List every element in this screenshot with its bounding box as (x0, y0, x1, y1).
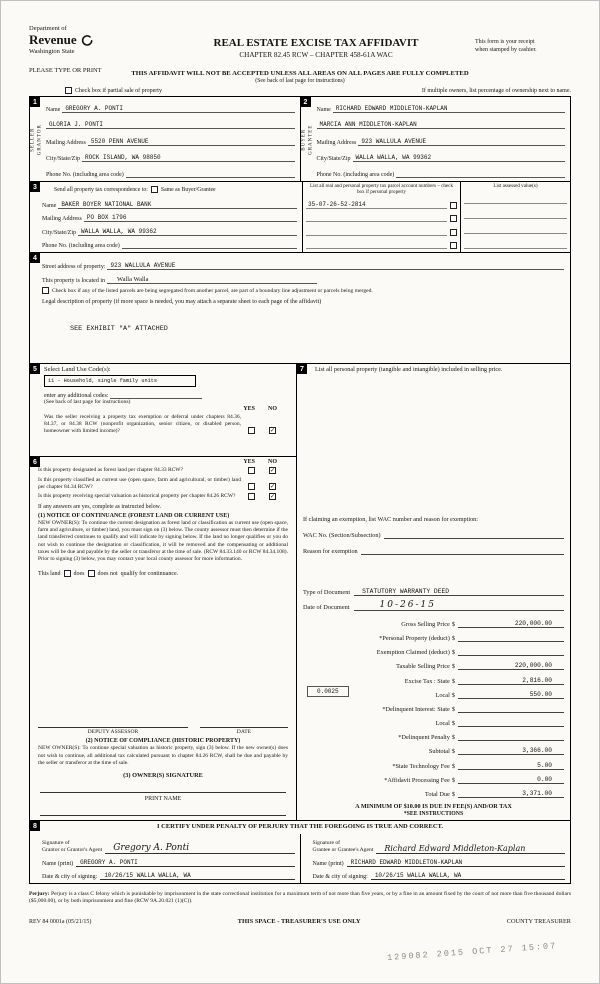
current-use-no-checkbox[interactable]: ✓ (270, 483, 276, 490)
historic-yes-checkbox[interactable] (248, 493, 255, 500)
grantor-name-print-value: GREGORY A. PONTI (76, 859, 294, 867)
grantee-date-city-label: Date & city of signing: (312, 874, 368, 880)
grantee-sig-of-label: Signature of (312, 840, 340, 847)
grantee-date-city-value: 10/26/15 WALLA WALLA, WA (371, 872, 565, 880)
forest-yes-checkbox[interactable] (248, 467, 255, 474)
land-does-qualify-checkbox[interactable] (64, 570, 71, 577)
buyer-grantee-side-label: BUYER GRANTEE (300, 124, 313, 155)
local-rate-box: 0.0025 (307, 686, 349, 697)
corr-csz-value: WALLA WALLA, WA 99362 (78, 228, 297, 236)
grantee-agent-label: Grantee or Grantee's Agent (312, 847, 374, 854)
total-due-row: Total Due $ 3,371.00 (303, 784, 564, 798)
cashier-stamp: 129082 2015 OCT 27 15:07 (386, 941, 558, 963)
personal-property-blank (303, 374, 564, 515)
buyer-phone-label: Phone No. (including area code) (316, 172, 395, 178)
no-header-2: NO (268, 459, 277, 465)
form-header (29, 25, 571, 59)
if-yes-note: If any answers are yes, complete as instructed below. (38, 503, 161, 510)
section-4-badge: 4 (30, 253, 40, 263)
notice-continuance-title: (1) NOTICE OF CONTINUANCE (FOREST LAND OR CURRENT USE) (38, 512, 230, 519)
excise-tax-local-row: 0.0025 Local $ 550.00 (303, 685, 564, 699)
corr-mailing-value: PO BOX 1796 (84, 214, 297, 222)
seller-phone-value (126, 177, 295, 178)
section-3-badge: 3 (30, 182, 40, 192)
parcel-personal-checkbox-4[interactable] (450, 242, 457, 249)
grantee-signature: Richard Edward Middleton-Kaplan (376, 844, 565, 854)
grantor-signature-block (30, 834, 300, 883)
yes-header-2: YES (243, 459, 255, 465)
completion-warning: THIS AFFIDAVIT WILL NOT BE ACCEPTED UNLESS ALL AREAS ON ALL PAGES ARE FULLY COMPLETED (131, 70, 469, 77)
same-as-buyer-label: Same as Buyer/Grantee (160, 186, 216, 193)
logo-dept-text: Department of (29, 25, 67, 32)
exemption-label: If claiming an exemption, list WAC number and reason for exemption: (303, 515, 478, 523)
section-2-badge: 2 (301, 97, 311, 107)
segregated-label: Check box if any of the listed parcels are being segregated from another parcel, are part of a boundary line adjustment or parcels being merged. (52, 287, 373, 294)
corr-phone-value (122, 248, 297, 249)
gross-selling-price-row: Gross Selling Price $ 220,000.00 (303, 614, 564, 628)
grantor-name-print-label: Name (print) (42, 861, 74, 867)
parcel-number-1: 35-07-26-52-2814 (306, 201, 447, 209)
seller-section (29, 96, 301, 182)
perjury-text: Perjury is a class C felony which is punishable by imprisonment in the state correctional institution for a maximum term of not more than five years, or by a fine in an amount fixed by the court of not more than five thousand dollars ($5,000.00), or by both imprisonment and fine (RCW 9A.20.021 (1)(C)). (29, 891, 571, 905)
historic-no-checkbox[interactable]: ✓ (270, 493, 276, 500)
revenue-swirl-icon (80, 34, 93, 47)
property-section (29, 252, 571, 364)
grantee-name-print-value: RICHARD EDWARD MIDDLETON-KAPLAN (347, 859, 565, 867)
land-use-see-back: (See back of last page for instructions) (44, 399, 131, 405)
grantor-agent-label: Grantor or Grantor's Agent (42, 847, 103, 854)
grantee-signature-block (300, 834, 571, 883)
see-back-note: (See back of last page for instructions) (255, 78, 345, 84)
personal-property-deduct-row: *Personal Property (deduct) $ (303, 628, 564, 642)
grantor-date-city-value: 10/26/15 WALLA WALLA, WA (100, 872, 294, 880)
legal-description-value: SEE EXHIBIT "A" ATTACHED (70, 325, 168, 333)
this-land-label: This land (38, 570, 61, 577)
doc-date-label: Date of Document (303, 603, 350, 611)
land-does-not-qualify-checkbox[interactable] (88, 570, 95, 577)
segregated-checkbox[interactable] (42, 287, 49, 294)
money-table (303, 614, 564, 798)
street-address-value: 923 WALLULA AVENUE (107, 262, 564, 270)
buyer-name-2: MARCIA ANN MIDDLETON-KAPLAN (317, 121, 566, 129)
historic-question: Is this property receiving special valuation as historical property per chapter 84.26 RCW? (38, 492, 236, 499)
deferral-no-checkbox[interactable]: ✓ (270, 427, 276, 434)
exemption-claimed-row: Exemption Claimed (deduct) $ (303, 642, 564, 656)
buyer-name-label: Name (316, 107, 331, 113)
does-label: does (73, 570, 85, 577)
buyer-csz-label: City/State/Zip (316, 155, 351, 162)
grantee-name-print-label: Name (print) (312, 861, 344, 867)
excise-tax-state-row: Excise Tax : State $ 2,816.00 (303, 670, 564, 684)
type-or-print: PLEASE TYPE OR PRINT (29, 67, 102, 74)
deferral-question: Was the seller receiving a property tax exemption or deferral under chapters 84.36, 84.37, or 84.38 RCW (nonprofit organization, senior citizen, or disabled person, homeowner with limited income)? (44, 414, 241, 434)
seller-mailing-label: Mailing Address (46, 139, 86, 146)
seller-csz-label: City/State/Zip (46, 155, 80, 162)
send-correspondence-label: Send all property tax correspondence to: (54, 186, 148, 193)
seller-name-label: Name (46, 107, 61, 113)
section-1-badge: 1 (30, 97, 40, 107)
middle-columns (29, 363, 571, 821)
buyer-mailing-label: Mailing Address (316, 139, 357, 146)
delinquent-interest-local-row: Local $ (303, 713, 564, 727)
reason-exemption-label: Reason for exemption (303, 547, 358, 555)
doc-type-label: Type of Document (303, 588, 351, 596)
tax-computation-section (296, 364, 570, 820)
street-address-label: Street address of property: (42, 264, 106, 270)
county-treasurer-label: COUNTY TREASURER (506, 917, 571, 925)
land-use-title: Select Land Use Code(s): (44, 366, 111, 373)
delinquent-interest-state-row: *Delinquent Interest: State $ (303, 699, 564, 713)
assessed-value-line-4 (464, 248, 567, 249)
legal-description-label: Legal description of property (if more space is needed, you may attach a separate sheet to each page of the affidavit) (42, 299, 322, 305)
certification-section (29, 820, 571, 884)
land-use-code-box[interactable]: 11 - Household, single family units (44, 375, 196, 387)
treasurer-use-only: THIS SPACE - TREASURER'S USE ONLY (237, 917, 361, 925)
forest-no-checkbox[interactable]: ✓ (270, 468, 276, 474)
taxable-selling-price-row: Taxable Selling Price $ 220,000.00 (303, 656, 564, 670)
corr-name-value: BAKER BOYER NATIONAL BANK (58, 201, 297, 209)
form-chapter: CHAPTER 82.45 RCW – CHAPTER 458-61A WAC (239, 51, 393, 59)
perjury-label: Perjury: (29, 891, 50, 897)
multiple-owners-note: If multiple owners, list percentage of ownership next to name. (421, 87, 571, 94)
grantor-date-city-label: Date & city of signing: (42, 874, 98, 880)
buyer-name-1: RICHARD EDWARD MIDDLETON-KAPLAN (333, 105, 565, 113)
certification-statement: I CERTIFY UNDER PENALTY OF PERJURY THAT THE FOREGOING IS TRUE AND CORRECT. (156, 823, 443, 830)
owners-signature-label: (3) OWNER(S) SIGNATURE (123, 772, 203, 779)
parcel-personal-checkbox-1[interactable] (450, 202, 457, 209)
seller-phone-label: Phone No. (including area code) (46, 172, 124, 178)
exemption-blank (303, 555, 564, 581)
form-title: REAL ESTATE EXCISE TAX AFFIDAVIT (213, 37, 419, 49)
grantor-signature: Gregory A. Ponti (105, 843, 294, 854)
owners-signature-line (40, 779, 286, 793)
receipt-note: This form is your receipt when stamped by cashier. (475, 39, 537, 53)
see-instructions-note: *SEE INSTRUCTIONS (403, 811, 464, 817)
buyer-phone-value (396, 177, 565, 178)
parcel-number-4 (306, 248, 447, 249)
does-not-label: does not (97, 570, 118, 577)
grantor-sig-of-label: Signature of (42, 840, 70, 847)
parcel-personal-checkbox-3[interactable] (450, 229, 457, 236)
no-header: NO (268, 406, 277, 412)
section-5-badge: 5 (30, 364, 40, 374)
parcel-numbers-header: List all real and personal property tax parcel account numbers – check box if personal property (310, 183, 453, 196)
deputy-date-line: DATE (200, 727, 288, 735)
minimum-due-note: A MINIMUM OF $10.00 IS DUE IN FEE(S) AND/OR TAX (355, 803, 512, 810)
qualify-label: qualify for continuance. (120, 570, 179, 577)
buyer-csz-value: WALLA WALLA, WA 99362 (353, 154, 566, 162)
subtotal-row: Subtotal $ 3,366.00 (303, 741, 564, 755)
located-in-value: Walla Walla (107, 276, 317, 284)
doc-date-value: 10-26-15 (354, 600, 564, 611)
seller-name-1: GREGORY A. PONTI (62, 105, 294, 113)
land-use-section (30, 364, 296, 456)
seller-csz-value: ROCK ISLAND, WA 98850 (82, 154, 295, 162)
seller-name-2: GLORIA J. PONTI (46, 121, 295, 129)
notice-continuance-body: NEW OWNER(S): To continue the current designation as forest land or classification as current use (open space, farm and agriculture, or timber) land, you must sign on (3) below. The county assessor must then determine if the land transferred continues to qualify and will indicate by signing below. If the land no longer qualifies or you do not wish to continue the designation or classification, it will be removed and the compensating or additional taxes will be due and payable by the seller or transferor at the time of sale. (RCW 84.33.140 or RCW 84.34.108). Prior to signing (3) below, you may contact your local county assessor for more information. (38, 519, 288, 562)
print-name-line (40, 802, 286, 816)
corr-phone-label: Phone No. (including area code) (42, 243, 120, 249)
section-7-badge: 7 (297, 364, 307, 374)
same-as-buyer-checkbox[interactable] (151, 186, 158, 193)
deferral-yes-checkbox[interactable] (248, 427, 255, 434)
logo-revenue-text: Revenue (29, 32, 77, 47)
doc-type-value: STATUTORY WARRANTY DEED (354, 588, 564, 596)
yes-header: YES (243, 406, 255, 412)
deputy-assessor-line: DEPUTY ASSESSOR (38, 727, 188, 735)
parcel-personal-checkbox-2[interactable] (450, 215, 457, 222)
logo-state-text: Washington State (29, 48, 75, 55)
current-use-question: Is this property classified as current use (open space, farm and agricultural, or timber) land per chapter 84.34 RCW? (38, 477, 241, 490)
dor-logo (29, 25, 157, 59)
affidavit-processing-fee-row: *Affidavit Processing Fee $ 0.00 (303, 770, 564, 784)
assessed-values-header: List assessed value(s) (493, 183, 538, 189)
buyer-mailing-value: 923 WALLULA AVENUE (358, 138, 565, 146)
seller-mailing-value: 5520 PENN AVENUE (88, 138, 295, 146)
partial-sale-checkbox[interactable] (65, 87, 72, 94)
additional-codes-label: enter any additional codes: (44, 393, 109, 399)
corr-mailing-label: Mailing Address (42, 216, 82, 222)
perjury-notice (29, 891, 571, 906)
form-rev-number: REV 84 0001a (05/21/15) (29, 918, 92, 925)
personal-property-label: List all personal property (tangible and intangible) included in selling price. (315, 366, 503, 373)
current-use-yes-checkbox[interactable] (248, 483, 255, 490)
tax-correspondence-section (29, 181, 571, 253)
seller-grantor-side-label: SELLER GRANTOR (30, 124, 42, 156)
print-name-label: PRINT NAME (144, 796, 182, 802)
notice-compliance-body: NEW OWNER(S): To continue special valuation as historic property, sign (3) below. If the new owner(s) does not wish to continue, all additional tax calculated pursuant to chapter 84.26 RCW, shall be due and payable by the seller or transferor at the time of sale. (38, 745, 288, 766)
delinquent-penalty-row: *Delinquent Penalty $ (303, 727, 564, 741)
located-in-label: This property is located in (42, 278, 105, 284)
corr-csz-label: City/State/Zip (42, 229, 76, 236)
notice-compliance-title: (2) NOTICE OF COMPLIANCE (HISTORIC PROPERTY) (85, 738, 241, 745)
continuance-section (30, 456, 296, 820)
section-8-badge: 8 (30, 821, 40, 831)
wac-no-label: WAC No. (Section/Subsection) (303, 531, 381, 539)
section-6-badge: 6 (30, 457, 40, 467)
state-technology-fee-row: *State Technology Fee $ 5.00 (303, 755, 564, 769)
partial-sale-label: Check box if partial sale of property (75, 87, 162, 94)
corr-name-label: Name (42, 202, 57, 209)
wac-no-line (384, 538, 564, 539)
buyer-section (300, 96, 572, 182)
forest-land-question: Is this property designated as forest land per chapter 84.33 RCW? (38, 467, 183, 473)
